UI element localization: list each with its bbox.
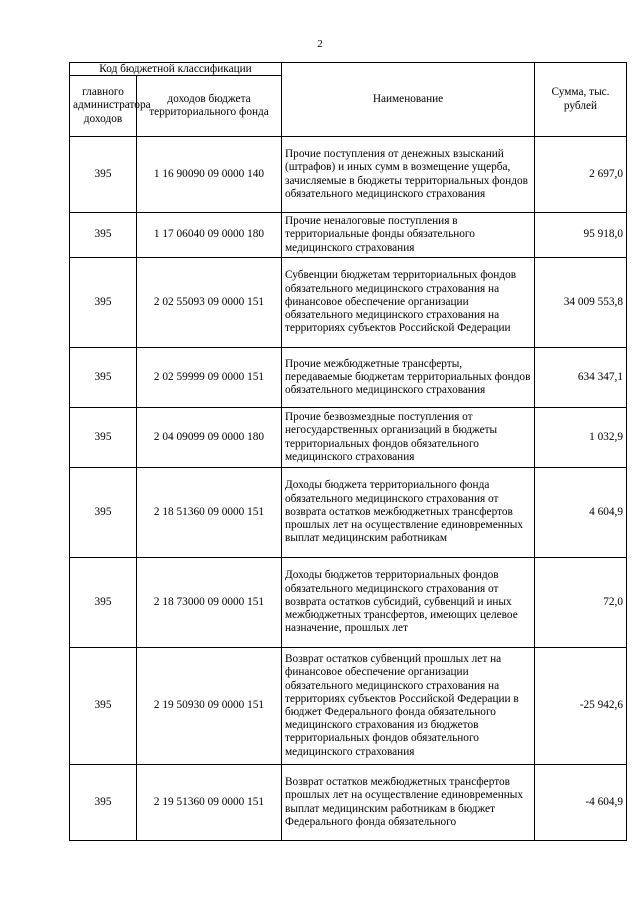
sum-cell: 95 918,0 [535, 213, 627, 258]
classification-code-cell: 2 18 51360 09 0000 151 [137, 468, 282, 558]
admin-code-cell: 395 [70, 408, 137, 468]
admin-code-cell: 395 [70, 648, 137, 765]
income-name-cell: Прочие безвозмездные поступления от негосударственных организаций в бюджеты территориальных фондов обязательного медицинского страхования [282, 408, 535, 468]
sum-cell: -4 604,9 [535, 765, 627, 841]
classification-code-cell: 2 19 50930 09 0000 151 [137, 648, 282, 765]
income-name-cell: Субвенции бюджетам территориальных фондов обязательного медицинского страхования на финансовое обеспечение организации обязательного медицинского страхования на территориях субъектов Российской Федерации [282, 258, 535, 348]
table-row [70, 468, 627, 558]
admin-code-cell: 395 [70, 213, 137, 258]
budget-classification-table [69, 62, 627, 841]
sum-cell: 1 032,9 [535, 408, 627, 468]
sum-cell: 34 009 553,8 [535, 258, 627, 348]
admin-code-cell: 395 [70, 258, 137, 348]
table-row [70, 408, 627, 468]
admin-code-cell: 395 [70, 558, 137, 648]
table-row [70, 137, 627, 213]
income-name-cell: Прочие межбюджетные трансферты, передаваемые бюджетам территориальных фондов обязательного медицинского страхования [282, 348, 535, 408]
admin-code-cell: 395 [70, 137, 137, 213]
sum-header: Сумма, тыс. рублей [535, 63, 627, 137]
table-row [70, 558, 627, 648]
admin-header: главного администратора доходов [70, 76, 137, 137]
income-name-cell: Возврат остатков межбюджетных трансфертов прошлых лет на осуществление единовременных выплат медицинским работникам в бюджет Федерального фонда обязательного [282, 765, 535, 841]
admin-code-cell: 395 [70, 765, 137, 841]
budget-code-header: Код бюджетной классификации [70, 63, 282, 76]
table-row [70, 648, 627, 765]
sum-cell: -25 942,6 [535, 648, 627, 765]
table-row [70, 348, 627, 408]
sum-cell: 4 604,9 [535, 468, 627, 558]
table-row [70, 258, 627, 348]
income-header: доходов бюджета территориального фонда [137, 76, 282, 137]
header-row-top [70, 63, 627, 76]
income-name-cell: Прочие неналоговые поступления в территориальные фонды обязательного медицинского страхования [282, 213, 535, 258]
classification-code-cell: 1 17 06040 09 0000 180 [137, 213, 282, 258]
sum-cell: 72,0 [535, 558, 627, 648]
admin-code-cell: 395 [70, 468, 137, 558]
classification-code-cell: 2 19 51360 09 0000 151 [137, 765, 282, 841]
name-header: Наименование [282, 63, 535, 137]
classification-code-cell: 2 02 55093 09 0000 151 [137, 258, 282, 348]
admin-code-cell: 395 [70, 348, 137, 408]
classification-code-cell: 1 16 90090 09 0000 140 [137, 137, 282, 213]
income-name-cell: Прочие поступления от денежных взысканий (штрафов) и иных сумм в возмещение ущерба, зачисляемые в бюджеты территориальных фондов обязательного медицинского страхования [282, 137, 535, 213]
classification-code-cell: 2 04 09099 09 0000 180 [137, 408, 282, 468]
sum-cell: 634 347,1 [535, 348, 627, 408]
income-name-cell: Доходы бюджета территориального фонда обязательного медицинского страхования от возврата остатков межбюджетных трансфертов прошлых лет на осуществление единовременных выплат медицинским работникам [282, 468, 535, 558]
classification-code-cell: 2 18 73000 09 0000 151 [137, 558, 282, 648]
classification-code-cell: 2 02 59999 09 0000 151 [137, 348, 282, 408]
income-name-cell: Доходы бюджетов территориальных фондов обязательного медицинского страхования от возврата остатков субсидий, субвенций и иных межбюджетных трансфертов, имеющих целевое назначение, прошлых лет [282, 558, 535, 648]
table-row [70, 213, 627, 258]
sum-cell: 2 697,0 [535, 137, 627, 213]
page-number: 2 [317, 38, 323, 50]
table-row [70, 765, 627, 841]
income-name-cell: Возврат остатков субвенций прошлых лет на финансовое обеспечение организации обязательного медицинского страхования на территориях субъектов Российской Федерации в бюджет Федерального фонда обязательного медицинского страхования из бюджетов территориальных фондов обязательного медицинского страхования [282, 648, 535, 765]
